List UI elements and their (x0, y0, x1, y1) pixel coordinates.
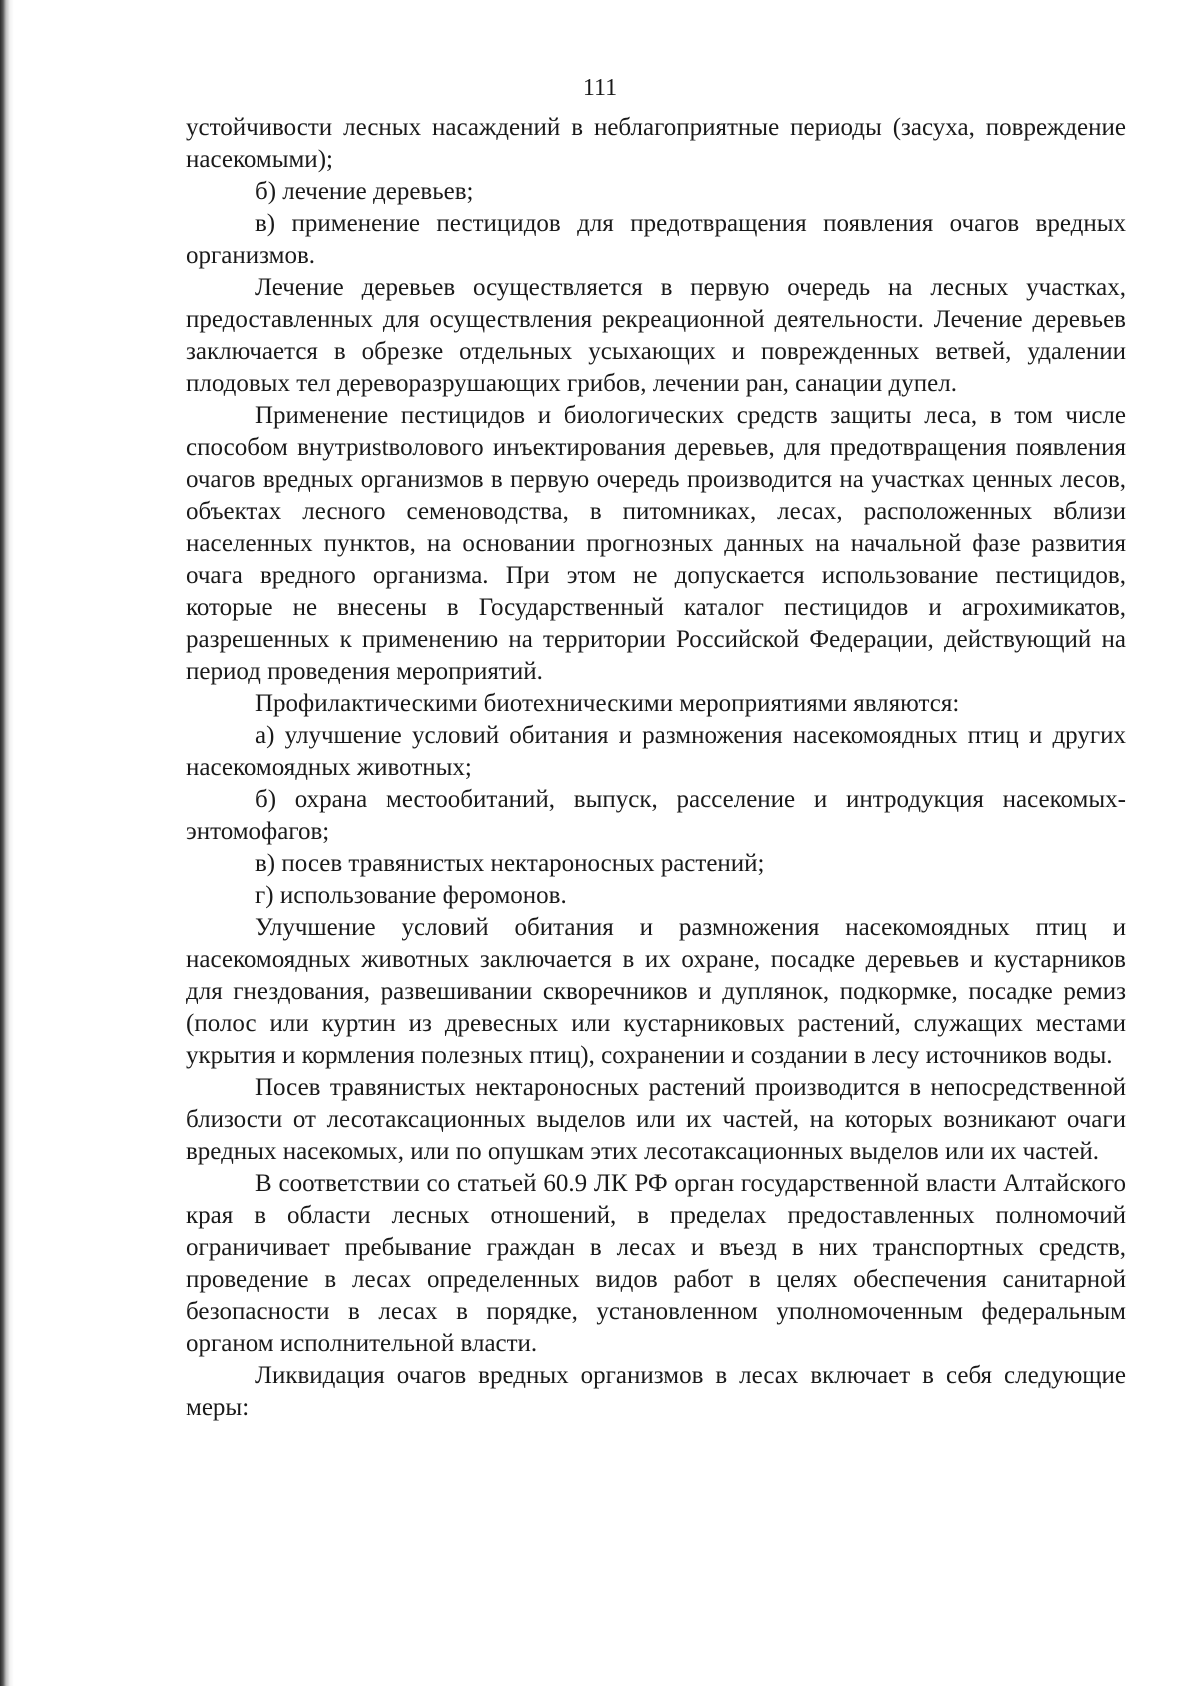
paragraph-1: устойчивости лесных насаждений в неблагоприятные периоды (засуха, повреждение насекомыми); (186, 114, 1126, 173)
paragraph-7: а) улучшение условий обитания и размножения насекомоядных птиц и других насекомоядных животных; (186, 722, 1126, 781)
document-body (186, 112, 1126, 1424)
scan-binding-edge (0, 0, 14, 1686)
paragraph-5: Применение пестицидов и биологических средств защиты леса, в том числе способом внутриstволового инъектирования деревьев, для предотвращения появления очагов вредных организмов в первую очередь производится на участках ценных лесов, объектах лесного семеноводства, в питомниках, лесах, расположенных вблизи населенных пунктов, на основании прогнозных данных на начальной фазе развития очага вредного организма. При этом не допускается использование пестицидов, которые не внесены в Государственный каталог пестицидов и агрохимикатов, разрешенных к применению на территории Российской Федерации, действующий на период проведения мероприятий. (186, 402, 1126, 685)
paragraph-9: в) посев травянистых нектароносных растений; (255, 850, 765, 877)
paragraph-10: г) использование феромонов. (255, 882, 567, 909)
paragraph-4: Лечение деревьев осуществляется в первую очередь на лесных участках, предоставленных для осуществления рекреационной деятельности. Лечение деревьев заключается в обрезке отдельных усыхающих и поврежденных ветвей, удалении плодовых тел дереворазрушающих грибов, лечении ран, санации дупел. (186, 274, 1126, 397)
paragraph-13: В соответствии со статьей 60.9 ЛК РФ орган государственной власти Алтайского края в области лесных отношений, в пределах предоставленных полномочий ограничивает пребывание граждан в лесах и въезд в них транспортных средств, проведение в лесах определенных видов работ в целях обеспечения санитарной безопасности в лесах в порядке, установленном уполномоченным федеральным органом исполнительной власти. (186, 1170, 1126, 1357)
paragraph-12: Посев травянистых нектароносных растений производится в непосредственной близости от лесотаксационных выделов или их частей, на которых возникают очаги вредных насекомых, или по опушкам этих лесотаксационных выделов или их частей. (186, 1074, 1126, 1165)
paragraph-6: Профилактическими биотехническими мероприятиями являются: (255, 690, 960, 717)
page-number: 111 (582, 75, 618, 101)
paragraph-8: б) охрана местообитаний, выпуск, расселение и интродукция насекомых-энтомофагов; (186, 786, 1126, 845)
paragraph-2: б) лечение деревьев; (255, 178, 474, 205)
paragraph-14: Ликвидация очагов вредных организмов в лесах включает в себя следующие меры: (186, 1362, 1126, 1421)
paragraph-11: Улучшение условий обитания и размножения насекомоядных птиц и насекомоядных животных заключается в их охране, посадке деревьев и кустарников для гнездования, развешивании скворечников и дуплянок, подкормке, посадке ремиз (полос или куртин из древесных или кустарниковых растений, служащих местами укрытия и кормления полезных птиц), сохранении и создании в лесу источников воды. (186, 914, 1126, 1069)
paragraph-3: в) применение пестицидов для предотвращения появления очагов вредных организмов. (186, 210, 1126, 269)
